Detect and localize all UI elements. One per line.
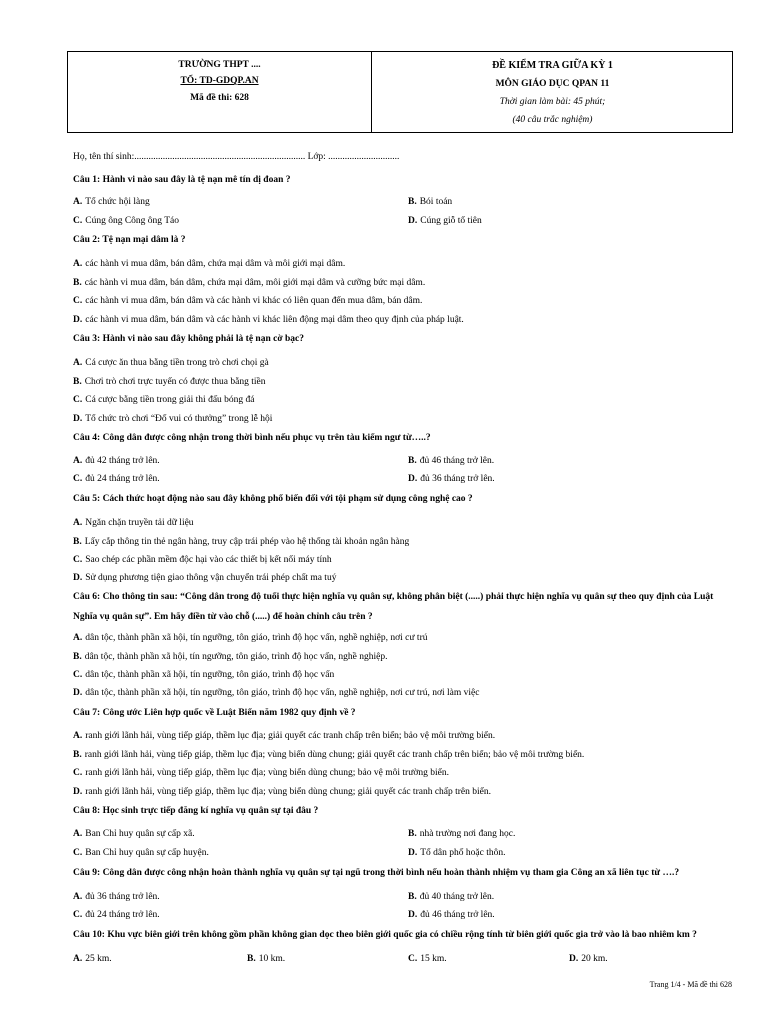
option-text: Sao chép các phần mềm độc hại vào các thiết bị kết nối máy tính [85, 555, 332, 565]
school-info [68, 52, 372, 132]
option-text: đủ 46 tháng trở lên. [420, 910, 495, 920]
answer-option [408, 910, 495, 920]
question-stem [73, 433, 431, 443]
question-text: Tệ nạn mại dâm là ? [102, 235, 186, 245]
question-text: Công dân được công nhận trong thời bình nếu phục vụ trên tàu kiểm ngư từ…..? [102, 433, 431, 443]
option-text: Cá cược bằng tiền trong giải thi đấu bóng đá [85, 395, 255, 405]
option-letter: C. [73, 848, 83, 858]
option-letter: D. [73, 688, 83, 698]
option-letter: A. [73, 456, 83, 466]
answer-option [73, 278, 425, 288]
answer-option [73, 518, 194, 528]
question-number: Câu 3: [73, 334, 103, 344]
option-text: Sử dụng phương tiện giao thông vận chuyển trái phép chất ma tuý [85, 573, 337, 583]
exam-code: Mã đề thi: 628 [190, 93, 249, 103]
answer-option [73, 216, 179, 226]
answer-option [73, 555, 332, 565]
option-text: Ban Chỉ huy quân sự cấp xã. [85, 829, 195, 839]
question-number: Câu 7: [73, 708, 103, 718]
answer-option [408, 474, 495, 484]
option-letter: B. [408, 456, 417, 466]
option-letter: D. [73, 315, 83, 325]
option-text: Bói toán [419, 197, 453, 207]
option-text: đủ 36 tháng trở lên. [85, 892, 160, 902]
answer-option [73, 573, 336, 583]
answer-option [73, 688, 479, 698]
option-text: đủ 24 tháng trở lên. [85, 474, 160, 484]
option-letter: B. [73, 377, 82, 387]
option-letter: C. [73, 395, 83, 405]
option-text: đủ 40 tháng trở lên. [419, 892, 495, 902]
question-number: Câu 5: [73, 494, 103, 504]
option-text: ranh giới lãnh hải, vùng tiếp giáp, thềm lục địa; vùng biển dùng chung; bảo vệ môi trường biển. [85, 768, 449, 778]
answer-option [73, 414, 272, 424]
option-letter: A. [73, 633, 83, 643]
option-letter: B. [408, 829, 417, 839]
option-text: các hành vi mua dâm, bán dâm, chứa mại dâm và môi giới mại dâm. [85, 259, 346, 269]
option-letter: C. [73, 216, 83, 226]
option-letter: A. [73, 892, 83, 902]
option-text: đủ 42 tháng trở lên. [85, 456, 160, 466]
option-letter: B. [408, 197, 417, 207]
option-letter: B. [73, 537, 82, 547]
option-text: Lấy cắp thông tin thẻ ngân hàng, truy cập trái phép vào hệ thống tài khoản ngân hàng [84, 537, 410, 547]
option-text: đủ 46 tháng trở lên. [419, 456, 495, 466]
school-name: TRƯỜNG THPT .... [178, 60, 261, 70]
answer-option [73, 787, 491, 797]
question-text: Hành vi nào sau đây là tệ nạn mê tín dị đoan ? [102, 175, 291, 185]
option-letter: A. [73, 829, 83, 839]
page-footer: Trang 1/4 - Mã đề thi 628 [649, 980, 732, 989]
answer-option [73, 829, 195, 839]
option-letter: A. [73, 731, 83, 741]
option-letter: C. [73, 474, 83, 484]
question-stem [73, 806, 318, 816]
question-number: Câu 10: [73, 930, 108, 940]
option-letter: D. [408, 910, 418, 920]
option-text: Tổ chức hội làng [85, 197, 150, 207]
answer-option [408, 829, 515, 839]
question-text: Cho thông tin sau: “Công dân trong độ tuổi thực hiện nghĩa vụ quân sự, không phân biệt (.....) phải thực hiện nghĩa vụ quân sự theo quy định của Luật [102, 592, 714, 602]
option-text: đủ 24 tháng trở lên. [85, 910, 160, 920]
option-letter: D. [408, 848, 418, 858]
answer-option [73, 197, 150, 207]
option-letter: D. [73, 414, 83, 424]
option-text: các hành vi mua dâm, bán dâm và các hành vi khác có liên quan đến mua dâm, bán dâm. [85, 296, 423, 306]
option-letter: D. [408, 216, 418, 226]
option-letter: D. [569, 954, 579, 964]
answer-option [73, 768, 449, 778]
group-name: TỔ: TD-GDQP.AN [180, 76, 259, 86]
option-letter: C. [73, 555, 83, 565]
answer-option [73, 395, 255, 405]
option-text: nhà trường nơi đang học. [419, 829, 516, 839]
question-number: Câu 6: [73, 592, 103, 602]
answer-option [73, 474, 160, 484]
answer-option [408, 848, 505, 858]
answer-option [73, 633, 427, 643]
answer-option [73, 892, 160, 902]
answer-option [73, 537, 409, 547]
answer-option [569, 954, 608, 964]
question-number: Câu 2: [73, 235, 103, 245]
question-stem [73, 494, 473, 504]
student-info-line: Họ, tên thí sinh:........................................................................ Lớp: .............................. [73, 152, 400, 162]
question-stem [73, 708, 356, 718]
answer-option [73, 259, 345, 269]
option-text: ranh giới lãnh hải, vùng tiếp giáp, thềm lục địa; vùng biển dùng chung; giải quyết các tranh chấp trên biển; bảo vệ môi trường biển. [84, 750, 585, 760]
option-text: Ngăn chặn truyền tải dữ liệu [85, 518, 194, 528]
exam-info [372, 52, 732, 132]
option-letter: A. [73, 259, 83, 269]
question-number: Câu 9: [73, 868, 103, 878]
question-stem [73, 334, 304, 344]
question-text: Cách thức hoạt động nào sau đây không phổ biến đối với tội phạm sử dụng công nghệ cao ? [102, 494, 473, 504]
exam-header-box [67, 51, 733, 133]
option-text: 25 km. [85, 954, 112, 964]
option-letter: A. [73, 954, 83, 964]
question-stem [73, 868, 679, 878]
option-text: Cá cược ăn thua bằng tiền trong trò chơi chọi gà [85, 358, 269, 368]
option-letter: C. [73, 910, 83, 920]
option-text: dân tộc, thành phần xã hội, tín ngưỡng, tôn giáo, trình độ học vấn, nghề nghiệp, nơi cư trú [85, 633, 428, 643]
question-text: Học sinh trực tiếp đăng kí nghĩa vụ quân sự tại đâu ? [102, 806, 319, 816]
option-text: 15 km. [420, 954, 447, 964]
option-text: các hành vi mua dâm, bán dâm, chứa mại dâm, môi giới mại dâm và cưỡng bức mại dâm. [84, 278, 426, 288]
question-number: Câu 4: [73, 433, 103, 443]
answer-option [73, 652, 388, 662]
option-letter: D. [408, 474, 418, 484]
option-text: Tổ dân phố hoặc thôn. [420, 848, 506, 858]
option-letter: A. [73, 197, 83, 207]
answer-option [73, 377, 265, 387]
question-number: Câu 8: [73, 806, 103, 816]
answer-option [408, 456, 494, 466]
answer-option [73, 731, 495, 741]
answer-option [73, 910, 160, 920]
option-text: Tổ chức trò chơi “Đố vui có thưởng” trong lễ hội [85, 414, 273, 424]
answer-option [73, 296, 422, 306]
question-text: Công ước Liên hợp quốc về Luật Biển năm 1982 quy định về ? [102, 708, 356, 718]
option-letter: C. [73, 768, 83, 778]
answer-option [408, 954, 447, 964]
time-limit: Thời gian làm bài: 45 phút; [499, 97, 606, 107]
question-count: (40 câu trắc nghiệm) [512, 115, 593, 125]
answer-option [73, 670, 334, 680]
exam-title: ĐỀ KIỂM TRA GIỮA KỲ 1 [492, 60, 613, 71]
option-letter: B. [247, 954, 256, 964]
answer-option [247, 954, 285, 964]
option-text: Chơi trò chơi trực tuyến có được thua bằng tiền [84, 377, 266, 387]
option-letter: B. [73, 750, 82, 760]
option-letter: A. [73, 358, 83, 368]
option-letter: A. [73, 518, 83, 528]
answer-option [73, 750, 584, 760]
answer-option [73, 315, 464, 325]
question-stem [73, 930, 697, 940]
question-text: Hành vi nào sau đây không phải là tệ nạn cờ bạc? [102, 334, 304, 344]
option-text: ranh giới lãnh hải, vùng tiếp giáp, thềm lục địa; giải quyết các tranh chấp trên biển; bảo vệ môi trường biển. [85, 731, 496, 741]
answer-option [408, 892, 494, 902]
option-letter: B. [73, 278, 82, 288]
option-text: dân tộc, thành phần xã hội, tín ngưỡng, tôn giáo, trình độ học vấn, nghề nghiệp. [84, 652, 388, 662]
option-text: các hành vi mua dâm, bán dâm và các hành vi khác liên động mại dâm theo quy định của pháp luật. [85, 315, 464, 325]
option-letter: D. [73, 573, 83, 583]
option-letter: B. [73, 652, 82, 662]
option-text: đủ 36 tháng trở lên. [420, 474, 495, 484]
option-text: 20 km. [581, 954, 608, 964]
answer-option [408, 216, 482, 226]
question-text: Khu vực biên giới trên không gồm phần không gian dọc theo biên giới quốc gia có chiều rộng tính từ biên giới quốc gia trở vào là bao nhiêm km ? [107, 930, 697, 940]
option-letter: C. [73, 670, 83, 680]
option-letter: D. [73, 787, 83, 797]
subject: MÔN GIÁO DỤC QPAN 11 [495, 79, 610, 89]
answer-option [408, 197, 452, 207]
answer-option [73, 848, 209, 858]
option-letter: B. [408, 892, 417, 902]
question-stem [73, 175, 291, 185]
question-text-continued: Nghĩa vụ quân sự”. Em hãy điền từ vào chỗ (.....) để hoàn chỉnh câu trên ? [73, 612, 373, 622]
option-text: Cúng ông Công ông Táo [85, 216, 180, 226]
question-text: Công dân được công nhận hoàn thành nghĩa vụ quân sự tại ngũ trong thời bình nếu hoàn thành nhiệm vụ tham gia Công an xã liên tục từ ….? [102, 868, 680, 878]
option-text: ranh giới lãnh hải, vùng tiếp giáp, thềm lục địa; vùng biển dùng chung; giải quyết các tranh chấp trên biển. [85, 787, 492, 797]
option-text: dân tộc, thành phần xã hội, tín ngưỡng, tôn giáo, trình độ học vấn, nghề nghiệp, nơi cư trú, nơi làm việc [85, 688, 480, 698]
option-letter: C. [73, 296, 83, 306]
answer-option [73, 456, 160, 466]
option-text: Ban Chỉ huy quân sự cấp huyện. [85, 848, 209, 858]
answer-option [73, 954, 112, 964]
option-text: 10 km. [258, 954, 286, 964]
question-stem [73, 235, 186, 245]
option-text: Cúng giỗ tổ tiên [420, 216, 482, 226]
question-stem [73, 592, 713, 602]
question-number: Câu 1: [73, 175, 103, 185]
option-text: dân tộc, thành phần xã hội, tín ngưỡng, tôn giáo, trình độ học vấn [85, 670, 335, 680]
option-letter: C. [408, 954, 418, 964]
answer-option [73, 358, 269, 368]
